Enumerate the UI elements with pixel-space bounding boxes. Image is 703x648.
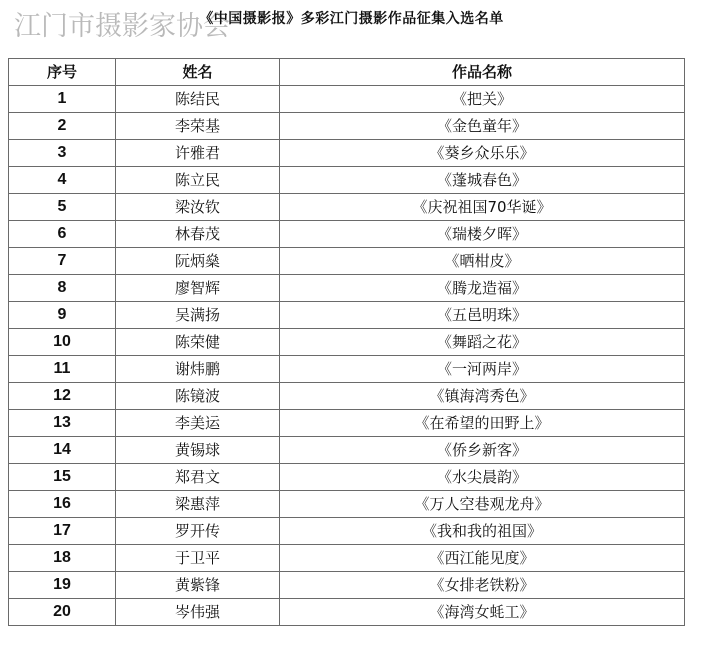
row-work-title: 《庆祝祖国70华诞》	[280, 194, 685, 221]
header-number: 序号	[9, 59, 116, 86]
row-work-title: 《舞蹈之花》	[280, 329, 685, 356]
row-name: 梁惠萍	[116, 491, 280, 518]
row-number: 10	[9, 329, 116, 356]
row-name: 谢炜鹏	[116, 356, 280, 383]
row-name: 阮炳燊	[116, 248, 280, 275]
row-name: 许雅君	[116, 140, 280, 167]
row-work-title: 《葵乡众乐乐》	[280, 140, 685, 167]
table-row	[9, 599, 685, 626]
table-row	[9, 221, 685, 248]
table-header-row	[9, 59, 685, 86]
row-number: 4	[9, 167, 116, 194]
row-name: 黄锡球	[116, 437, 280, 464]
row-name: 李荣基	[116, 113, 280, 140]
table-row	[9, 410, 685, 437]
table-row	[9, 356, 685, 383]
row-work-title: 《金色童年》	[280, 113, 685, 140]
table-row	[9, 518, 685, 545]
row-work-title: 《万人空巷观龙舟》	[280, 491, 685, 518]
header-work-title: 作品名称	[280, 59, 685, 86]
table-row	[9, 437, 685, 464]
row-number: 8	[9, 275, 116, 302]
row-number: 2	[9, 113, 116, 140]
table-row	[9, 572, 685, 599]
row-number: 19	[9, 572, 116, 599]
row-work-title: 《晒柑皮》	[280, 248, 685, 275]
row-work-title: 《海湾女蚝工》	[280, 599, 685, 626]
row-number: 5	[9, 194, 116, 221]
row-work-title: 《一河两岸》	[280, 356, 685, 383]
row-work-title: 《水尖晨韵》	[280, 464, 685, 491]
header-name: 姓名	[116, 59, 280, 86]
row-name: 陈荣健	[116, 329, 280, 356]
table-row	[9, 140, 685, 167]
selection-list-table	[8, 58, 685, 626]
row-number: 12	[9, 383, 116, 410]
row-number: 17	[9, 518, 116, 545]
row-number: 20	[9, 599, 116, 626]
row-name: 罗开传	[116, 518, 280, 545]
row-name: 陈立民	[116, 167, 280, 194]
row-name: 岑伟强	[116, 599, 280, 626]
row-number: 11	[9, 356, 116, 383]
row-name: 林春茂	[116, 221, 280, 248]
row-work-title: 《瑞楼夕晖》	[280, 221, 685, 248]
table-row	[9, 275, 685, 302]
row-work-title: 《五邑明珠》	[280, 302, 685, 329]
table-row	[9, 383, 685, 410]
row-work-title: 《西江能见度》	[280, 545, 685, 572]
row-name: 郑君文	[116, 464, 280, 491]
row-number: 3	[9, 140, 116, 167]
row-name: 于卫平	[116, 545, 280, 572]
row-work-title: 《腾龙造福》	[280, 275, 685, 302]
row-work-title: 《侨乡新客》	[280, 437, 685, 464]
row-name: 廖智辉	[116, 275, 280, 302]
row-name: 陈镜波	[116, 383, 280, 410]
row-number: 15	[9, 464, 116, 491]
row-work-title: 《镇海湾秀色》	[280, 383, 685, 410]
row-name: 梁汝钦	[116, 194, 280, 221]
row-name: 吴满扬	[116, 302, 280, 329]
watermark-text: 江门市摄影家协会	[14, 11, 230, 42]
row-number: 16	[9, 491, 116, 518]
row-work-title: 《在希望的田野上》	[280, 410, 685, 437]
row-number: 7	[9, 248, 116, 275]
table-row	[9, 491, 685, 518]
row-number: 6	[9, 221, 116, 248]
row-work-title: 《把关》	[280, 86, 685, 113]
row-name: 陈结民	[116, 86, 280, 113]
table-row	[9, 329, 685, 356]
row-work-title: 《我和我的祖国》	[280, 518, 685, 545]
row-work-title: 《女排老铁粉》	[280, 572, 685, 599]
row-number: 9	[9, 302, 116, 329]
table-row	[9, 545, 685, 572]
row-name: 李美运	[116, 410, 280, 437]
table-row	[9, 194, 685, 221]
row-number: 1	[9, 86, 116, 113]
row-work-title: 《蓬城春色》	[280, 167, 685, 194]
row-number: 14	[9, 437, 116, 464]
table-row	[9, 302, 685, 329]
row-number: 18	[9, 545, 116, 572]
table-row	[9, 167, 685, 194]
table-row	[9, 248, 685, 275]
table-row	[9, 86, 685, 113]
row-name: 黄紫锋	[116, 572, 280, 599]
table-row	[9, 464, 685, 491]
table-row	[9, 113, 685, 140]
document-title: 《中国摄影报》多彩江门摄影作品征集入选名单	[199, 11, 504, 27]
row-number: 13	[9, 410, 116, 437]
